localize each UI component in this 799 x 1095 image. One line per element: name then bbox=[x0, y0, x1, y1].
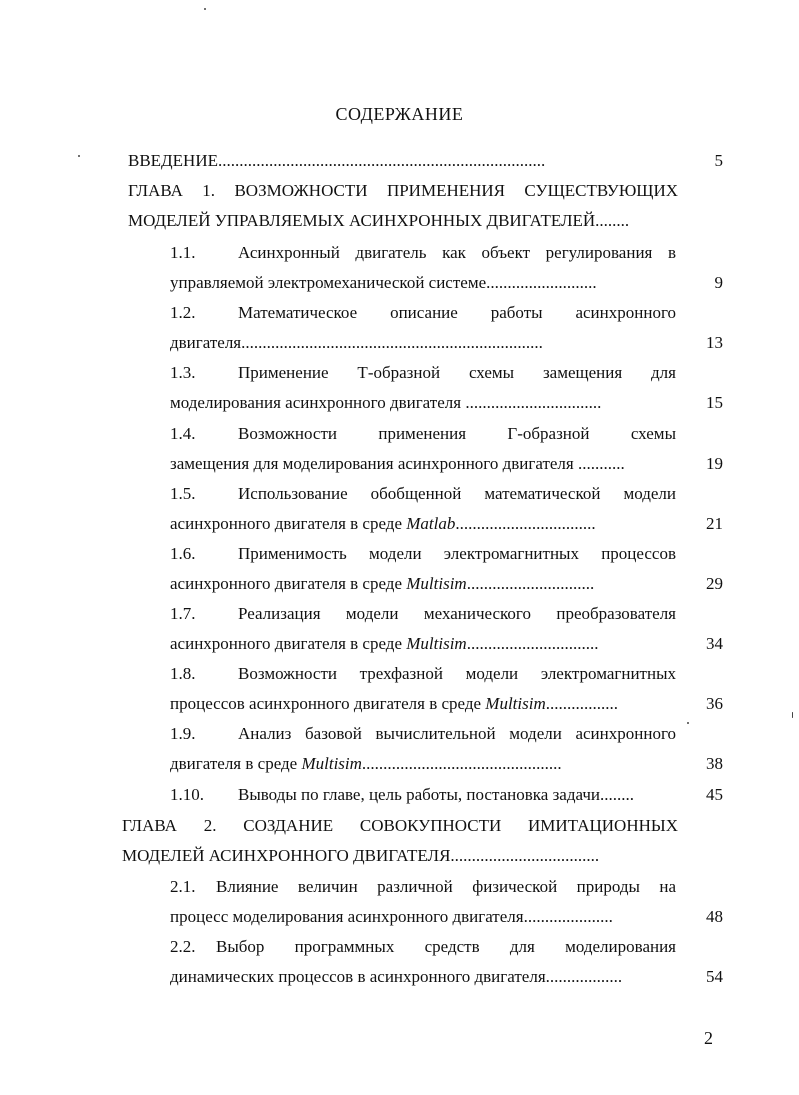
toc-entry-intro: ВВЕДЕНИЕ............................................................................. bbox=[128, 151, 546, 170]
toc-chapter-1-line-2: МОДЕЛЕЙ УПРАВЛЯЕМЫХ АСИНХРОННЫХ ДВИГАТЕЛЕЙ........ bbox=[128, 211, 630, 230]
toc-section-title: Применимость модели электромагнитных процессов bbox=[238, 544, 676, 563]
toc-page: 48 bbox=[706, 907, 723, 926]
page-number: 2 bbox=[704, 1028, 713, 1048]
toc-section-title-cont: моделирования асинхронного двигателя ................................ bbox=[170, 393, 602, 412]
toc-section-title: Математическое описание работы асинхронного bbox=[238, 303, 676, 322]
toc-section-title: Возможности применения Г-образной схемы bbox=[238, 424, 676, 443]
toc-section-num: 1.10. bbox=[170, 785, 204, 804]
toc-page: 9 bbox=[714, 273, 723, 292]
toc-section-num: 1.5. bbox=[170, 484, 196, 503]
toc-section-num: 1.7. bbox=[170, 604, 196, 623]
toc-section-num: 1.2. bbox=[170, 303, 196, 322]
toc-section-title: Выводы по главе, цель работы, постановка задачи........ bbox=[238, 785, 635, 804]
toc-section-title-cont: динамических процессов в асинхронного двигателя.................. bbox=[170, 967, 623, 986]
toc-page: 45 bbox=[706, 785, 723, 804]
toc-section-title: Анализ базовой вычислительной модели асинхронного bbox=[238, 724, 676, 743]
toc-section-num: 2.2. bbox=[170, 937, 196, 956]
toc-page: 21 bbox=[706, 514, 723, 533]
toc-section-num: 1.8. bbox=[170, 664, 196, 683]
toc-section-title-cont: двигателя в среде Multisim............................................... bbox=[170, 754, 562, 773]
toc-section-num: 1.9. bbox=[170, 724, 196, 743]
toc-section-title: Асинхронный двигатель как объект регулирования в bbox=[238, 243, 676, 262]
toc-section-num: 1.4. bbox=[170, 424, 196, 443]
toc-section-title-cont: замещения для моделирования асинхронного двигателя ........... bbox=[170, 454, 625, 473]
toc-page: 54 bbox=[706, 967, 723, 986]
toc-page: 19 bbox=[706, 454, 723, 473]
toc-section-title-cont: процесс моделирования асинхронного двигателя..................... bbox=[170, 907, 613, 926]
toc-section-title-cont: асинхронного двигателя в среде Matlab................................. bbox=[170, 514, 596, 533]
toc-section-num: 1.3. bbox=[170, 363, 196, 382]
toc-page: 15 bbox=[706, 393, 723, 412]
toc-section-num: 2.1. bbox=[170, 877, 196, 896]
toc-section-title: Использование обобщенной математической модели bbox=[238, 484, 676, 503]
toc-chapter-1-line-1: ГЛАВА 1. ВОЗМОЖНОСТИ ПРИМЕНЕНИЯ СУЩЕСТВУЮЩИХ bbox=[128, 181, 678, 200]
toc-page: 36 bbox=[706, 694, 723, 713]
scan-speck bbox=[204, 8, 206, 10]
toc-page: 38 bbox=[706, 754, 723, 773]
toc-section-title: Реализация модели механического преобразователя bbox=[238, 604, 676, 623]
toc-chapter-2-line-2: МОДЕЛЕЙ АСИНХРОННОГО ДВИГАТЕЛЯ................................... bbox=[122, 846, 600, 865]
toc-section-title: Выбор программных средств для моделирования bbox=[216, 937, 676, 956]
toc-page: 34 bbox=[706, 634, 723, 653]
toc-section-num: 1.1. bbox=[170, 243, 196, 262]
toc-section-title-cont: асинхронного двигателя в среде Multisim.............................. bbox=[170, 574, 595, 593]
toc-section-title-cont: асинхронного двигателя в среде Multisim............................... bbox=[170, 634, 599, 653]
toc-section-title-cont: процессов асинхронного двигателя в среде Multisim................. bbox=[170, 694, 618, 713]
toc-section-title-cont: управляемой электромеханической системе.......................... bbox=[170, 273, 597, 292]
toc-section-title: Возможности трехфазной модели электромагнитных bbox=[238, 664, 676, 683]
scan-speck bbox=[687, 722, 689, 724]
toc-section-title: Влияние величин различной физической природы на bbox=[216, 877, 676, 896]
toc-page-intro: 5 bbox=[714, 151, 723, 170]
toc-page: 29 bbox=[706, 574, 723, 593]
page-title: СОДЕРЖАНИЕ bbox=[335, 104, 464, 124]
toc-section-title: Применение Т-образной схемы замещения для bbox=[238, 363, 676, 382]
toc-chapter-2-line-1: ГЛАВА 2. СОЗДАНИЕ СОВОКУПНОСТИ ИМИТАЦИОННЫХ bbox=[122, 816, 678, 835]
toc-section-num: 1.6. bbox=[170, 544, 196, 563]
toc-section-title-cont: двигателя....................................................................... bbox=[170, 333, 543, 352]
scan-speck bbox=[792, 712, 793, 718]
toc-page: 13 bbox=[706, 333, 723, 352]
scan-speck bbox=[78, 155, 80, 157]
